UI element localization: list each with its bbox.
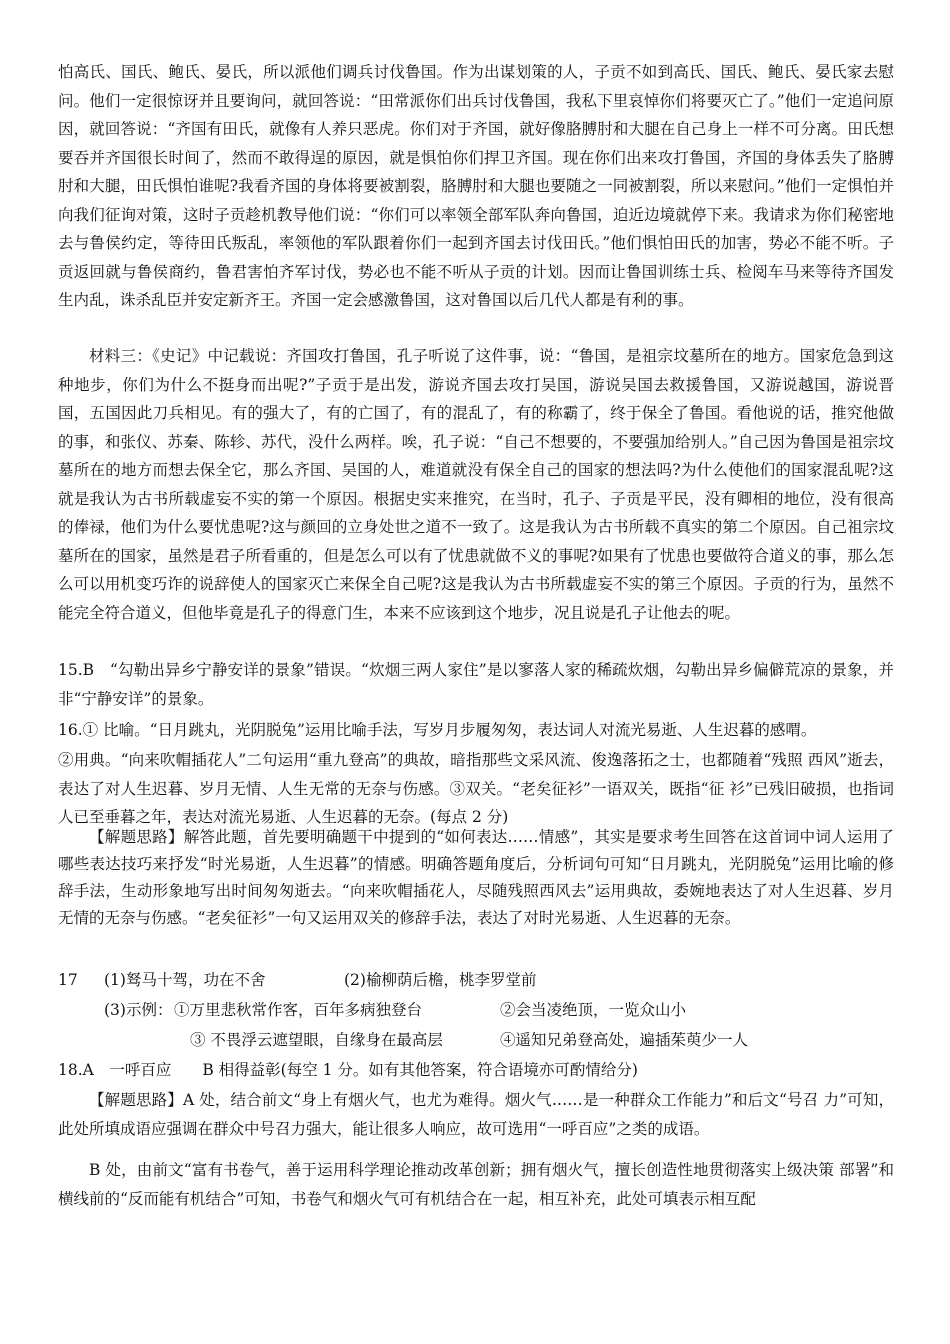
material2-continuation: 怕高氏、国氏、鲍氏、晏氏，所以派他们调兵讨伐鲁国。作为出谋划策的人，子贡不如到高氏、国氏、鲍氏、晏氏家去慰问。他们一定很惊讶并且要询问，就回答说：“田常派你们出兵讨伐鲁国，我私下里哀悼你们将要灭亡了。”他们一定追问原因，就回答说：“齐国有田氏，就像有人养只恶虎。你们对于齐国，就好像胳膊肘和大腿在自己身上一样不可分离。田氏想要吞并齐国很长时间了，然而不敢得逞的原因，就是惧怕你们捍卫齐国。现在你们出来攻打鲁国，齐国的身体丢失了胳膊肘和大腿，田氏惧怕谁呢?我看齐国的身体将要被割裂，胳膊肘和大腿也要随之一同被割裂，所以来慰问。”他们一定惧怕并向我们征询对策，这时子贡趁机教导他们说：“你们可以率领全部军队奔向鲁国，迫近边境就停下来。我请求为你们秘密地去与鲁侯约定，等待田氏叛乱，率领他的军队跟着你们一起到齐国去讨伐田氏。”他们惧怕田氏的加害，势必不能不听。子贡返回就与鲁侯商约，鲁君害怕齐军讨伐，势必也不能不听从子贡的计划。因而让鲁国训练士兵、检阅车马来等待齐国发生内乱，诛杀乱臣并安定新齐王。齐国一定会感激鲁国，这对鲁国以后几代人都是有利的事。 [58, 63, 894, 309]
q16-solution-hint: 【解题思路】解答此题，首先要明确题干中提到的“如何表达……情感”，其实是要求考生回答在这首词中词人运用了哪些表达技巧来抒发“时光易逝，人生迟暮”的情感。明确答题角度后，分析词句可知“日月跳丸，光阴脱兔”运用比喻的修辞手法，生动形象地写出时间匆匆逝去。“向来吹帽插花人，尽随残照西风去”运用典故，委婉地表达了对人生迟暮、岁月无情的无奈与伤感。“老矣征衫”一句又运用双关的修辞手法，表达了对时光易逝、人生迟暮的无奈。 [58, 828, 894, 927]
q17-example-1: ①万里悲秋常作客，百年多病独登台 [174, 1001, 423, 1019]
q17-answer-3-label: (3)示例： [104, 1001, 173, 1019]
q18-hint-a: 【解题思路】A 处，结合前文“身上有烟火气，也尤为难得。烟火气……是一种群众工作能力”和后文“号召 力”可知，此处所填成语应强调在群众中号召力强大，能让很多人响应，故可选用“一呼百应”之类的成语。 [58, 1091, 894, 1138]
q17-example-2: ②会当凌绝顶，一览众山小 [500, 1001, 687, 1019]
material3-paragraph: 材料三：《史记》中记载说：齐国攻打鲁国，孔子听说了这件事，说：“鲁国，是祖宗坟墓所在的地方。国家危急到这种地步，你们为什么不挺身而出呢?”子贡于是出发，游说齐国去攻打吴国，游说吴国去救援鲁国，又游说越国，游说晋国，五国因此刀兵相见。有的强大了，有的亡国了，有的混乱了，有的称霸了，终于保全了鲁国。看他说的话，推究他做的事，和张仪、苏秦、陈轸、苏代，没什么两样。唉，孔子说：“自己不想要的，不要强加给别人。”自己因为鲁国是祖宗坟墓所在的地方而想去保全它，那么齐国、吴国的人，难道就没有保全自己的国家的想法吗?为什么使他们的国家混乱呢?这就是我认为古书所载虚妄不实的第一个原因。根据史实来推究，在当时，孔子、子贡是平民，没有卿相的地位，没有很高的俸禄，他们为什么要忧患呢?这与颜回的立身处世之道不一致了。这是我认为古书所载不真实的第二个原因。自己祖宗坟墓所在的国家，虽然是君子所看重的，但是怎么可以有了忧患就做不义的事呢?如果有了忧患也要做符合道义的事，那么怎么可以用机变巧诈的说辞使人的国家灭亡来保全自己呢?这是我认为古书所载虚妄不实的第三个原因。子贡的行为，虽然不能完全符合道义，但他毕竟是孔子的得意门生，本来不应该到这个地步，况且说是孔子让他去的呢。 [58, 347, 894, 622]
answer-q15: 15.B “勾勒出异乡宁静安详的景象”错误。“炊烟三两人家住”是以寥落人家的稀疏炊烟，勾勒出异乡偏僻荒凉的景象，并非“宁静安详”的景象。 [58, 661, 894, 708]
answer-q16-part1: 16.① 比喻。“日月跳丸，光阴脱兔”运用比喻手法，写岁月步履匆匆，表达词人对流光易逝、人生迟暮的感喟。 [58, 721, 817, 739]
answer-q16-part2: ②用典。“向来吹帽插花人”二句运用“重九登高”的典故，暗指那些文采风流、俊逸落拓之士，也都随着“残照 西风”逝去，表达了对人生迟暮、岁月无情、人生无常的无奈与伤感。③双关。“老矣征衫”一语双关，既指“征 衫”已残旧破损，也指词人已至垂暮之年，表达对流光易逝、人生迟暮的无奈。(每点 2 分) [58, 751, 894, 826]
q17-answer-2: (2)榆柳荫后檐，桃李罗堂前 [344, 971, 537, 989]
q17-number: 17 [58, 971, 78, 989]
q18-hint-b: B 处，由前文“富有书卷气，善于运用科学理论推动改革创新；拥有烟火气，擅长创造性地贯彻落实上级决策 部署”和横线前的“反而能有机结合”可知，书卷气和烟火气可有机结合在一起，相互补充，此处可填表示相互配 [58, 1161, 894, 1208]
answer-q18: 18.A 一呼百应 B 相得益彰(每空 1 分。如有其他答案，符合语境亦可酌情给分) [58, 1061, 638, 1079]
q17-example-4: ④遥知兄弟登高处，遍插茱萸少一人 [500, 1031, 749, 1049]
q17-answer-1: (1)驽马十驾，功在不舍 [104, 971, 266, 989]
q17-example-3: ③ 不畏浮云遮望眼，自缘身在最高层 [190, 1031, 443, 1049]
